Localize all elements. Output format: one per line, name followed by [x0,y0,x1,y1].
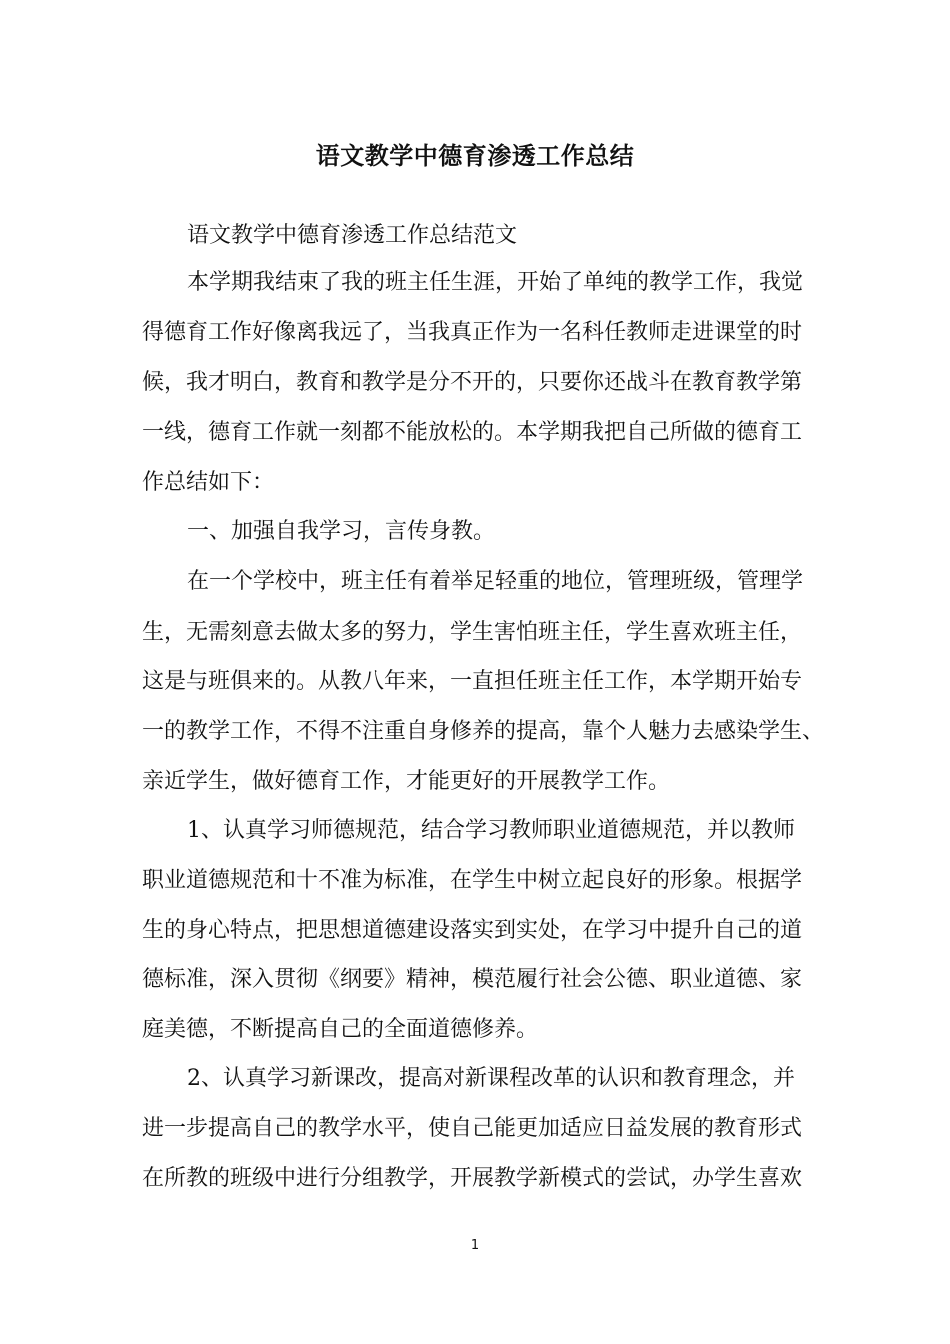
paragraph-line: 庭美德，不断提高自己的全面道德修养。 [142,1017,539,1042]
paragraph-line: 候，我才明白，教育和教学是分不开的，只要你还战斗在教育教学第 [142,370,803,395]
paragraph-line: 1、认真学习师德规范，结合学习教师职业道德规范，并以教师 [187,818,795,843]
paragraph-line: 作总结如下： [142,470,275,495]
page-number: 1 [470,1238,480,1253]
paragraph-line: 职业道德规范和十不准为标准，在学生中树立起良好的形象。根据学 [142,868,803,893]
paragraph-line: 在所教的班级中进行分组教学，开展教学新模式的尝试，办学生喜欢 [142,1166,803,1191]
paragraph-line: 一线，德育工作就一刻都不能放松的。本学期我把自己所做的德育工 [142,420,803,445]
paragraph-line: 一的教学工作，不得不注重自身修养的提高，靠个人魅力去感染学生、 [142,719,825,744]
paragraph-line: 本学期我结束了我的班主任生涯，开始了单纯的教学工作，我觉 [187,270,804,295]
subtitle-line: 语文教学中德育渗透工作总结范文 [187,223,518,248]
paragraph-line: 在一个学校中，班主任有着举足轻重的地位，管理班级，管理学 [187,569,804,594]
paragraph-line: 2、认真学习新课改，提高对新课程改革的认识和教育理念，并 [187,1066,795,1091]
paragraph-line: 亲近学生，做好德育工作，才能更好的开展教学工作。 [142,769,671,794]
paragraph-line: 进一步提高自己的教学水平，使自己能更加适应日益发展的教育形式 [142,1116,803,1141]
paragraph-line: 生，无需刻意去做太多的努力，学生害怕班主任，学生喜欢班主任， [142,620,803,645]
section-heading: 一、加强自我学习，言传身教。 [187,519,496,544]
paragraph-line: 这是与班俱来的。从教八年来，一直担任班主任工作，本学期开始专 [142,669,803,694]
document-title: 语文教学中德育渗透工作总结 [315,142,635,170]
paragraph-line: 得德育工作好像离我远了，当我真正作为一名科任教师走进课堂的时 [142,320,803,345]
paragraph-line: 德标准，深入贯彻《纲要》精神，模范履行社会公德、职业道德、家 [142,967,803,992]
paragraph-line: 生的身心特点，把思想道德建设落实到实处，在学习中提升自己的道 [142,918,803,943]
